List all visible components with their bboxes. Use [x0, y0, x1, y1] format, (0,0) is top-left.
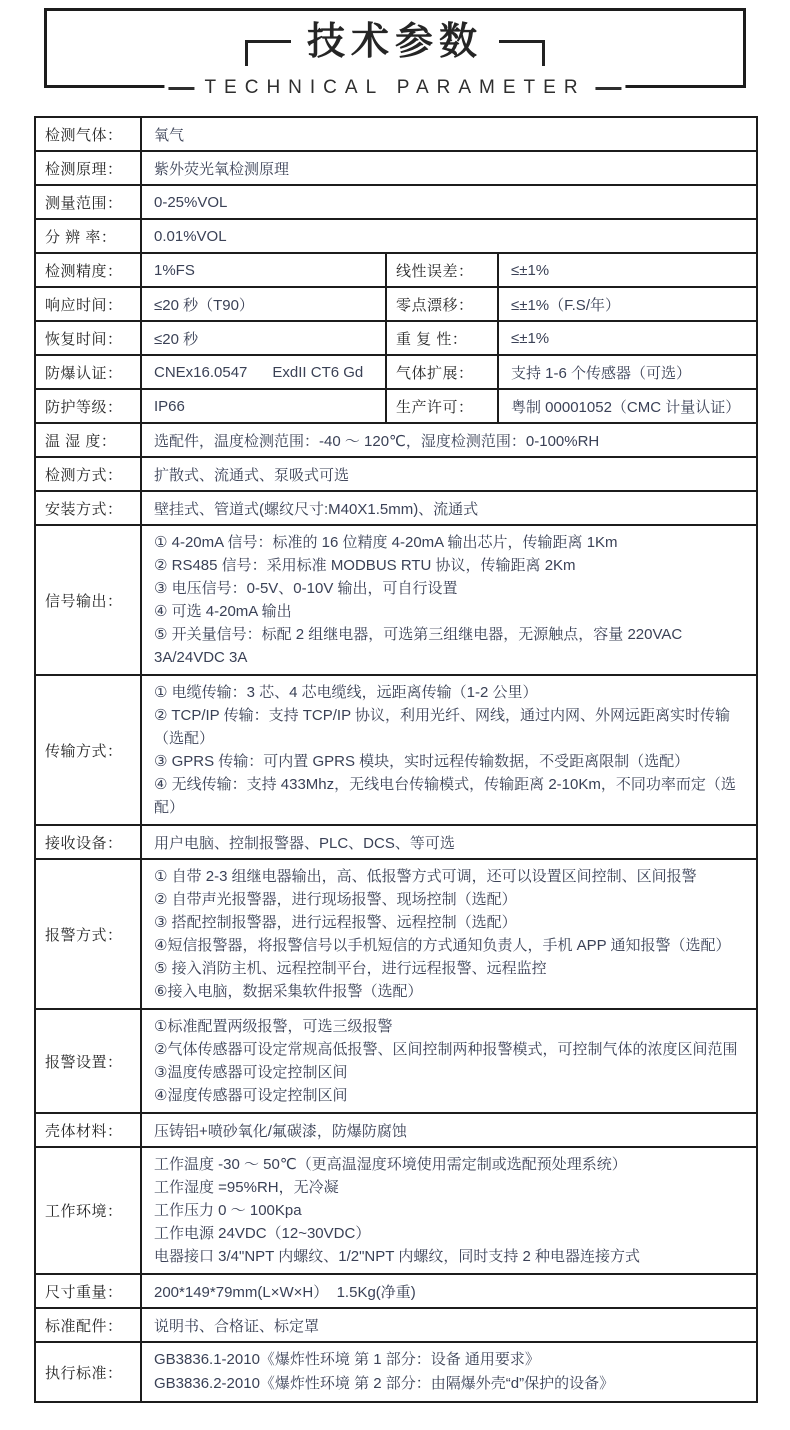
- spec-value: 压铸铝+喷砂氧化/氟碳漆，防爆防腐蚀: [141, 1113, 757, 1147]
- spec-line: 电器接口 3/4"NPT 内螺纹、1/2"NPT 内螺纹，同时支持 2 种电器连接方式: [154, 1248, 640, 1265]
- spec-label: 接收设备：: [35, 825, 141, 859]
- spec-table-body: [35, 117, 757, 1402]
- spec-label: 防护等级：: [35, 389, 141, 423]
- bracket-left-icon: [245, 40, 291, 66]
- spec-value: 壁挂式、管道式(螺纹尺寸:M40X1.5mm)、流通式: [141, 491, 757, 525]
- spec-label: 检测原理：: [35, 151, 141, 185]
- spec-value: 扩散式、流通式、泵吸式可选: [141, 457, 757, 491]
- spec-value: 紫外荧光氧检测原理: [141, 151, 757, 185]
- spec-label: 测量范围：: [35, 185, 141, 219]
- spec-line: ③ 电压信号：0-5V、0-10V 输出，可自行设置: [154, 580, 458, 597]
- table-row: [35, 457, 757, 491]
- spec-value: 0-25%VOL: [141, 185, 757, 219]
- subtitle-wrap: [164, 77, 625, 99]
- table-row: [35, 491, 757, 525]
- spec-line: ③温度传感器可设定控制区间: [154, 1064, 348, 1081]
- spec-line: GB3836.2-2010《爆炸性环境 第 2 部分：由隔爆外壳“d”保护的设备》: [154, 1375, 615, 1392]
- spec-label: 零点漂移：: [386, 287, 498, 321]
- table-row: [35, 219, 757, 253]
- spec-line: ② TCP/IP 传输：支持 TCP/IP 协议，利用光纤、网线，通过内网、外网远距离实时传输（选配）: [154, 707, 730, 747]
- spec-label: 线性误差：: [386, 253, 498, 287]
- spec-label: 分 辨 率：: [35, 219, 141, 253]
- table-row: [35, 1342, 757, 1402]
- spec-value: ≤±1%: [498, 253, 757, 287]
- spec-value-group: [141, 1009, 757, 1113]
- spec-line: ②气体传感器可设定常规高低报警、区间控制两种报警模式，可控制气体的浓度区间范围: [154, 1041, 738, 1058]
- spec-value: 0.01%VOL: [141, 219, 757, 253]
- table-row: [35, 321, 757, 355]
- spec-value: ≤±1%（F.S/年）: [498, 287, 757, 321]
- spec-value: IP66: [141, 389, 386, 423]
- spec-line: ④湿度传感器可设定控制区间: [154, 1087, 348, 1104]
- spec-value: 200*149*79mm(L×W×H） 1.5Kg(净重): [141, 1274, 757, 1308]
- spec-label: 安装方式：: [35, 491, 141, 525]
- spec-label: 检测气体：: [35, 117, 141, 151]
- page-title: 技术参数: [306, 21, 483, 63]
- spec-value-group: [141, 675, 757, 825]
- technical-parameter-page: [0, 8, 790, 1430]
- spec-line: ② 自带声光报警器，进行现场报警、现场控制（选配）: [154, 891, 517, 908]
- spec-value: ≤±1%: [498, 321, 757, 355]
- subtitle-dash-left: [168, 87, 194, 90]
- spec-value: 1%FS: [141, 253, 386, 287]
- spec-line: 工作压力 0 ～ 100Kpa: [154, 1202, 302, 1219]
- spec-line: ①标准配置两级报警，可选三级报警: [154, 1018, 393, 1035]
- spec-line: ① 自带 2-3 组继电器输出，高、低报警方式可调，还可以设置区间控制、区间报警: [154, 868, 697, 885]
- spec-label: 温 湿 度：: [35, 423, 141, 457]
- title-row: [47, 23, 743, 66]
- table-row: [35, 287, 757, 321]
- spec-value: 用户电脑、控制报警器、PLC、DCS、等可选: [141, 825, 757, 859]
- spec-label: 报警方式：: [35, 859, 141, 1009]
- spec-value: 氧气: [141, 117, 757, 151]
- spec-line: 工作温度 -30 ～ 50℃（更高温湿度环境使用需定制或选配预处理系统）: [154, 1156, 627, 1173]
- spec-label: 检测方式：: [35, 457, 141, 491]
- table-row: [35, 525, 757, 675]
- spec-label: 标准配件：: [35, 1308, 141, 1342]
- spec-value: ≤20 秒（T90）: [141, 287, 386, 321]
- spec-label: 检测精度：: [35, 253, 141, 287]
- table-row: [35, 185, 757, 219]
- spec-line: ⑥接入电脑，数据采集软件报警（选配）: [154, 983, 423, 1000]
- spec-label: 传输方式：: [35, 675, 141, 825]
- spec-line: ① 4-20mA 信号：标准的 16 位精度 4-20mA 输出芯片，传输距离 1Km: [154, 534, 618, 551]
- spec-label: 生产许可：: [386, 389, 498, 423]
- spec-table: [34, 116, 758, 1403]
- spec-value-group: [141, 859, 757, 1009]
- spec-value-group: [141, 1147, 757, 1274]
- spec-value-group: [141, 1342, 757, 1402]
- bracket-right-icon: [499, 40, 545, 66]
- table-row: [35, 151, 757, 185]
- spec-line: ③ GPRS 传输：可内置 GPRS 模块，实时远程传输数据，不受距离限制（选配）: [154, 753, 690, 770]
- spec-value: 粤制 00001052（CMC 计量认证）: [498, 389, 757, 423]
- spec-value: ≤20 秒: [141, 321, 386, 355]
- spec-line: ④短信报警器，将报警信号以手机短信的方式通知负责人，手机 APP 通知报警（选配）: [154, 937, 731, 954]
- spec-label: 信号输出：: [35, 525, 141, 675]
- spec-label: 报警设置：: [35, 1009, 141, 1113]
- spec-label: 尺寸重量：: [35, 1274, 141, 1308]
- spec-line: ⑤ 开关量信号：标配 2 组继电器，可选第三组继电器，无源触点，容量 220VAC 3A/24VDC 3A: [154, 626, 687, 666]
- spec-line: ③ 搭配控制报警器，进行远程报警、远程控制（选配）: [154, 914, 517, 931]
- spec-value: 选配件，温度检测范围：-40 ～ 120℃，湿度检测范围：0-100%RH: [141, 423, 757, 457]
- header-box: [44, 8, 746, 98]
- spec-line: 工作湿度 =95%RH，无冷凝: [154, 1179, 339, 1196]
- table-row: [35, 389, 757, 423]
- table-row: [35, 825, 757, 859]
- spec-line: ⑤ 接入消防主机、远程控制平台，进行远程报警、远程监控: [154, 960, 547, 977]
- spec-line: ② RS485 信号：采用标准 MODBUS RTU 协议，传输距离 2Km: [154, 557, 576, 574]
- spec-value: CNEx16.0547 ExdII CT6 Gd: [141, 355, 386, 389]
- table-row: [35, 1147, 757, 1274]
- table-row: [35, 117, 757, 151]
- spec-label: 防爆认证：: [35, 355, 141, 389]
- table-row: [35, 253, 757, 287]
- spec-line: ① 电缆传输：3 芯、4 芯电缆线，远距离传输（1-2 公里）: [154, 684, 538, 701]
- spec-line: 工作电源 24VDC（12~30VDC）: [154, 1225, 371, 1242]
- spec-label: 重 复 性：: [386, 321, 498, 355]
- spec-line: ④ 可选 4-20mA 输出: [154, 603, 292, 620]
- table-row: [35, 1274, 757, 1308]
- spec-value: 说明书、合格证、标定罩: [141, 1308, 757, 1342]
- spec-label: 壳体材料：: [35, 1113, 141, 1147]
- table-row: [35, 1113, 757, 1147]
- spec-label: 执行标准：: [35, 1342, 141, 1402]
- table-row: [35, 423, 757, 457]
- spec-label: 气体扩展：: [386, 355, 498, 389]
- spec-line: ④ 无线传输：支持 433Mhz，无线电台传输模式，传输距离 2-10Km，不同功率而定（选配）: [154, 776, 736, 816]
- spec-value: 支持 1-6 个传感器（可选）: [498, 355, 757, 389]
- spec-line: GB3836.1-2010《爆炸性环境 第 1 部分：设备 通用要求》: [154, 1351, 540, 1368]
- spec-label: 恢复时间：: [35, 321, 141, 355]
- subtitle-dash-right: [596, 87, 622, 90]
- table-row: [35, 1308, 757, 1342]
- page-subtitle: TECHNICAL PARAMETER: [204, 77, 586, 98]
- spec-label: 响应时间：: [35, 287, 141, 321]
- table-row: [35, 859, 757, 1009]
- table-row: [35, 675, 757, 825]
- spec-value-group: [141, 525, 757, 675]
- table-row: [35, 355, 757, 389]
- spec-label: 工作环境：: [35, 1147, 141, 1274]
- table-row: [35, 1009, 757, 1113]
